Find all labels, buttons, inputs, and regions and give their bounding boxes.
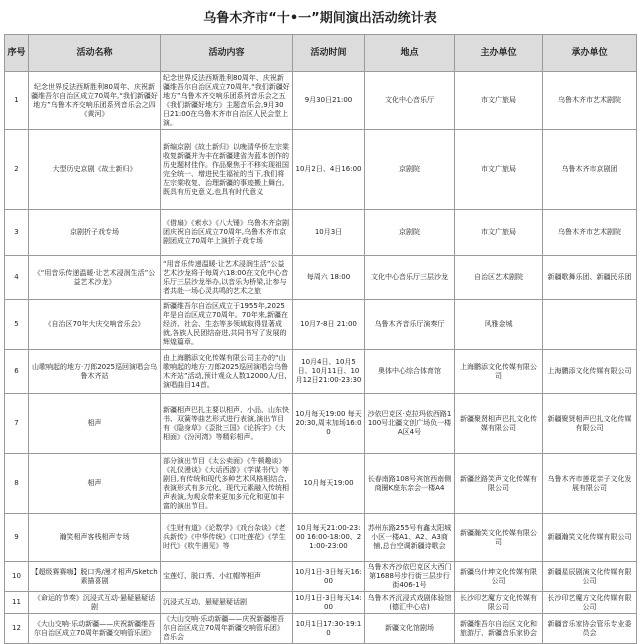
cell-activity-content: 纪念世界反法西斯胜利80周年、庆祝新疆维吾尔自治区成立70周年,“我们新疆好地方”乌鲁木齐交响乐团系列音乐会之五 《我们新疆好地方》主题音乐会,9月30日21:00在乌鲁木齐市自治区人民会堂上演。 (161, 72, 293, 130)
cell-activity-content: 由上海鹏添文化传媒有限公司主办的“山歌响起的地方·刀郎2025巡回演唱会乌鲁木齐站”活动,预计观众人数12000人/日,演唱曲目14首。 (161, 350, 293, 394)
table-row (5, 562, 637, 592)
cell-activity-name: 《大山交响·乐动新疆——庆祝新疆维吾尔自治区成立70周年新疆交响管乐团》 (29, 614, 161, 644)
cell-organizer: 乌鲁木齐市艺术剧院 (543, 210, 637, 256)
page-title: 乌鲁木齐市“十•一”期间演出活动统计表 (203, 11, 437, 26)
cell-activity-content: 新编京剧《故土新归》以晚清华侨左宗棠收复新疆并为丰在新疆建省为蓝本创作的历史题材佳作。作品聚焦于不移实现祖国完全统一、增进民生福祉的当下,我们将左宗棠收复、治理新疆的事迹搬上舞台,既具有历史意义,也具有时代意义 (161, 130, 293, 210)
cell-activity-content: 《借扇》《索水》《八大锤》乌鲁木齐京剧团庆祝自治区成立70周年,乌鲁木齐市京剧团成立70周年上演折子戏专场 (161, 210, 293, 256)
cell-organizer: 乌鲁木齐市莲花亲子文化发展有限公司 (543, 454, 637, 514)
cell-location: 京剧院 (365, 210, 455, 256)
cell-activity-content: 《大山交响·乐动新疆——庆祝新疆维吾尔自治区成立70周年新疆交响管乐团》音乐会 (161, 614, 293, 644)
cell-host: 上海鹏添文化传媒有限公司 (455, 350, 543, 394)
cell-activity-time: 10月每天21:00-23:00 16:00-18:00、21:00-23:00 (293, 514, 365, 562)
cell-activity-name: 《自治区70年大庆交响音乐会》 (29, 300, 161, 350)
cell-location: 乌鲁木齐沉浸式戏剧体验馆(德汇中心店) (365, 592, 455, 614)
cell-location: 乌鲁木齐音乐厅演奏厅 (365, 300, 455, 350)
cell-location: 苏州东路255号有鑫太阳城小区一楼A1、A2、A3商铺,总台空调新疆诗歌会 (365, 514, 455, 562)
cell-index: 5 (5, 300, 29, 350)
cell-location: 乌鲁木齐沙依巴克区大西门第1688号步行街三层步行街406-1号 (365, 562, 455, 592)
cell-organizer (543, 300, 637, 350)
cell-location: 京剧院 (365, 130, 455, 210)
cell-activity-time: 10月每天19:00 (293, 454, 365, 514)
header-activity-time: 活动时间 (293, 35, 365, 72)
cell-host: 新疆瀚笑文化传媒有限公司 (455, 514, 543, 562)
cell-index: 2 (5, 130, 29, 210)
events-table (4, 34, 637, 644)
cell-activity-time: 9月30日21:00 (293, 72, 365, 130)
table-header-row (5, 35, 637, 72)
cell-index: 4 (5, 256, 29, 300)
header-index: 序号 (5, 35, 29, 72)
cell-index: 10 (5, 562, 29, 592)
table-row (5, 350, 637, 394)
cell-host: 市文广旅局 (455, 72, 543, 130)
cell-host: 新疆丝路笑声文化传媒有限公司 (455, 454, 543, 514)
table-row (5, 210, 637, 256)
cell-organizer: 上海鹏添文化传媒有限公司 (543, 350, 637, 394)
cell-activity-name: 相声 (29, 454, 161, 514)
cell-location: 奥体中心综合体育馆 (365, 350, 455, 394)
cell-activity-content: 部分演出节目《太公卖面》《牛顿趣谈》《礼仪漫谈》《大话西游》《学谋书代》等剧目,有传统和现代多种艺术风格相结合,表演形式有多元化、现代元素融入传统相声表演,为观众带来更加多元化和更加丰富的演出节目。 (161, 454, 293, 514)
table-row (5, 256, 637, 300)
cell-index: 11 (5, 592, 29, 614)
cell-activity-name: 相声 (29, 394, 161, 454)
cell-index: 8 (5, 454, 29, 514)
cell-activity-name: 纪念世界反法西斯胜利80周年、庆祝新疆维吾尔自治区成立70周年,“我们新疆好地方”乌鲁木齐交响乐团系列音乐会之四《黄河》 (29, 72, 161, 130)
cell-activity-content: 新疆相声巴扎主要以相声、小品、山东快书、双簧等曲艺形式进行表演,演出节目有《隐身草》《歪批三国》《论拆字》《大相面》《汾河湾》等精彩相声。 (161, 394, 293, 454)
cell-activity-time: 10月1日-3日每天14:00 (293, 592, 365, 614)
cell-organizer: 新疆聚贤相声巴扎文化传媒有限公司 (543, 394, 637, 454)
table-row (5, 592, 637, 614)
cell-organizer: 新疆星辰剧演文化传媒有限公司 (543, 562, 637, 592)
header-activity-name: 活动名称 (29, 35, 161, 72)
cell-index: 3 (5, 210, 29, 256)
cell-host: 风雅金城 (455, 300, 543, 350)
cell-activity-name: 大型历史京剧《故土新归》 (29, 130, 161, 210)
header-location: 地点 (365, 35, 455, 72)
cell-location: 文化中心音乐厅 (365, 72, 455, 130)
cell-activity-name: 瀚笑相声客栈相声专场 (29, 514, 161, 562)
cell-location: 新疆文化馆剧场 (365, 614, 455, 644)
cell-index: 1 (5, 72, 29, 130)
cell-activity-name: 京剧折子戏专场 (29, 210, 161, 256)
cell-activity-time: 10月4日、10月5日、10月11日、10月12日21:00-23:30 (293, 350, 365, 394)
cell-activity-content: 沉浸式互动、悬疑悬疑话剧 (161, 592, 293, 614)
cell-host: 自治区艺术剧院 (455, 256, 543, 300)
cell-host: 长沙印艺魔方文化传媒有限公司 (455, 592, 543, 614)
cell-index: 9 (5, 514, 29, 562)
cell-index: 6 (5, 350, 29, 394)
cell-organizer: 新疆歌舞乐团、新疆民乐团 (543, 256, 637, 300)
cell-activity-content: 新疆维吾尔自治区成立于1955年,2025年是自治区成立70周年。70年来,新疆在经济、社会、生态等多领域取得显著成就,各族人民团结奋进,共同书写了发展的辉煌篇章。 (161, 300, 293, 350)
header-host: 主办单位 (455, 35, 543, 72)
cell-activity-time: 10月1日-3日每天16:00 (293, 562, 365, 592)
cell-activity-content: 《生财有道》《论数学》《戏台杂谈》《老兵新传》《中华传统》《口吐莲花》《学生时代》《吹牛遇见》等 (161, 514, 293, 562)
cell-activity-time: 10月7-8日 21:00 (293, 300, 365, 350)
cell-location: 沙依巴克区·克拉玛依西路1100号北疆文创广场负一楼A区4号 (365, 394, 455, 454)
cell-host: 市文广旅局 (455, 130, 543, 210)
cell-activity-time: 10月3日 (293, 210, 365, 256)
cell-activity-name: 【超级赛赛嗨】脱口秀/漫才相声/Sketch素描喜剧 (29, 562, 161, 592)
cell-organizer: 乌鲁木齐市京剧团 (543, 130, 637, 210)
cell-activity-time: 每周六 18:00 (293, 256, 365, 300)
cell-activity-time: 10月1日17:30-19:10 (293, 614, 365, 644)
cell-organizer: 长沙印艺魔方文化传媒有限公司 (543, 592, 637, 614)
cell-activity-name: 《命运的节奏》沉浸式互动·悬疑悬疑话剧 (29, 592, 161, 614)
cell-organizer: 乌鲁木齐市艺术剧院 (543, 72, 637, 130)
table-row (5, 130, 637, 210)
cell-activity-content: 宝莲灯、脱口秀、小红帽等相声 (161, 562, 293, 592)
header-organizer: 承办单位 (543, 35, 637, 72)
cell-organizer: 新疆音乐家协会管乐专业委员会 (543, 614, 637, 644)
table-row (5, 614, 637, 644)
cell-activity-time: 10月每天19:00 每天20:30,周末加场16:00 (293, 394, 365, 454)
table-row (5, 300, 637, 350)
cell-host: 新疆维吾尔自治区文化和旅游厅、新疆音乐家协会 (455, 614, 543, 644)
cell-activity-name: 山歌响起的地方·刀郎2025巡回演唱会乌鲁木齐站 (29, 350, 161, 394)
cell-location: 文化中心音乐厅三层沙龙 (365, 256, 455, 300)
cell-location: 长春南路108号宾馆西南侧商圈K座东亲会一楼A4 (365, 454, 455, 514)
cell-host: 新疆聚贤相声巴扎文化传媒有限公司 (455, 394, 543, 454)
table-row (5, 454, 637, 514)
table-row (5, 394, 637, 454)
cell-activity-time: 10月2日、4日16:00 (293, 130, 365, 210)
cell-host: 新疆乌什坤文化传媒有限公司 (455, 562, 543, 592)
cell-host: 市文广旅局 (455, 210, 543, 256)
cell-activity-name: 《“用音乐传递温暖·让艺术浸润生活”公益艺术沙龙》 (29, 256, 161, 300)
cell-activity-content: “用音乐传递温暖·让艺术浸润生活”公益艺术沙龙将于每周六18:00在文化中心音乐厅三层沙龙举办,以音乐为桥梁,让参与者共赴一场心灵共鸣的艺术之旅 (161, 256, 293, 300)
table-row (5, 514, 637, 562)
cell-index: 12 (5, 614, 29, 644)
cell-index: 7 (5, 394, 29, 454)
cell-organizer: 新疆瀚笑文化传媒有限公司 (543, 514, 637, 562)
header-activity-content: 活动内容 (161, 35, 293, 72)
table-row (5, 72, 637, 130)
